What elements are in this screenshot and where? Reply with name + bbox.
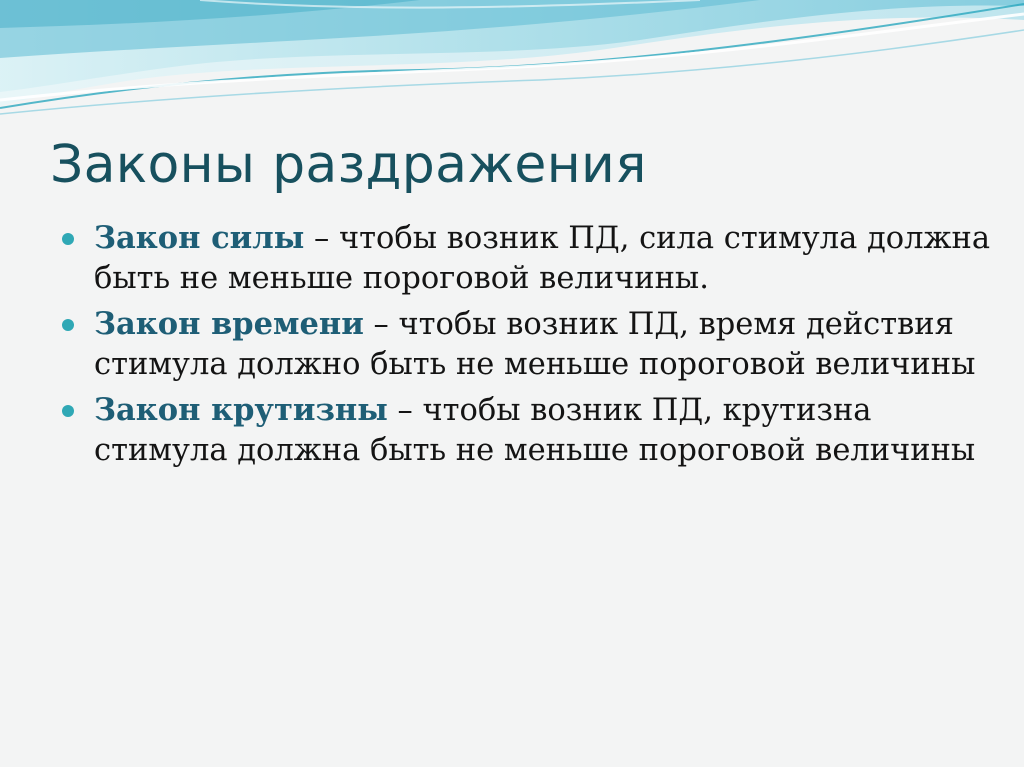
law-description: – чтобы возник ПД, время действия стимула должно быть не меньше пороговой величины [94, 307, 976, 382]
law-description: – чтобы возник ПД, крутизна стимула должна быть не меньше пороговой величины [94, 393, 976, 468]
bullet-dot-icon [62, 319, 74, 331]
page-title: Законы раздражения [50, 135, 647, 195]
bullet-list [62, 218, 992, 476]
list-item [62, 304, 992, 385]
law-term: Закон силы [94, 220, 305, 256]
list-item [62, 390, 992, 471]
bullet-dot-icon [62, 233, 74, 245]
law-description: – чтобы возник ПД, сила стимула должна быть не меньше пороговой величины. [94, 221, 991, 296]
list-item [62, 218, 992, 299]
law-term: Закон крутизны [94, 392, 388, 428]
law-term: Закон времени [94, 306, 364, 342]
wave-decoration [0, 0, 1024, 140]
bullet-dot-icon [62, 405, 74, 417]
